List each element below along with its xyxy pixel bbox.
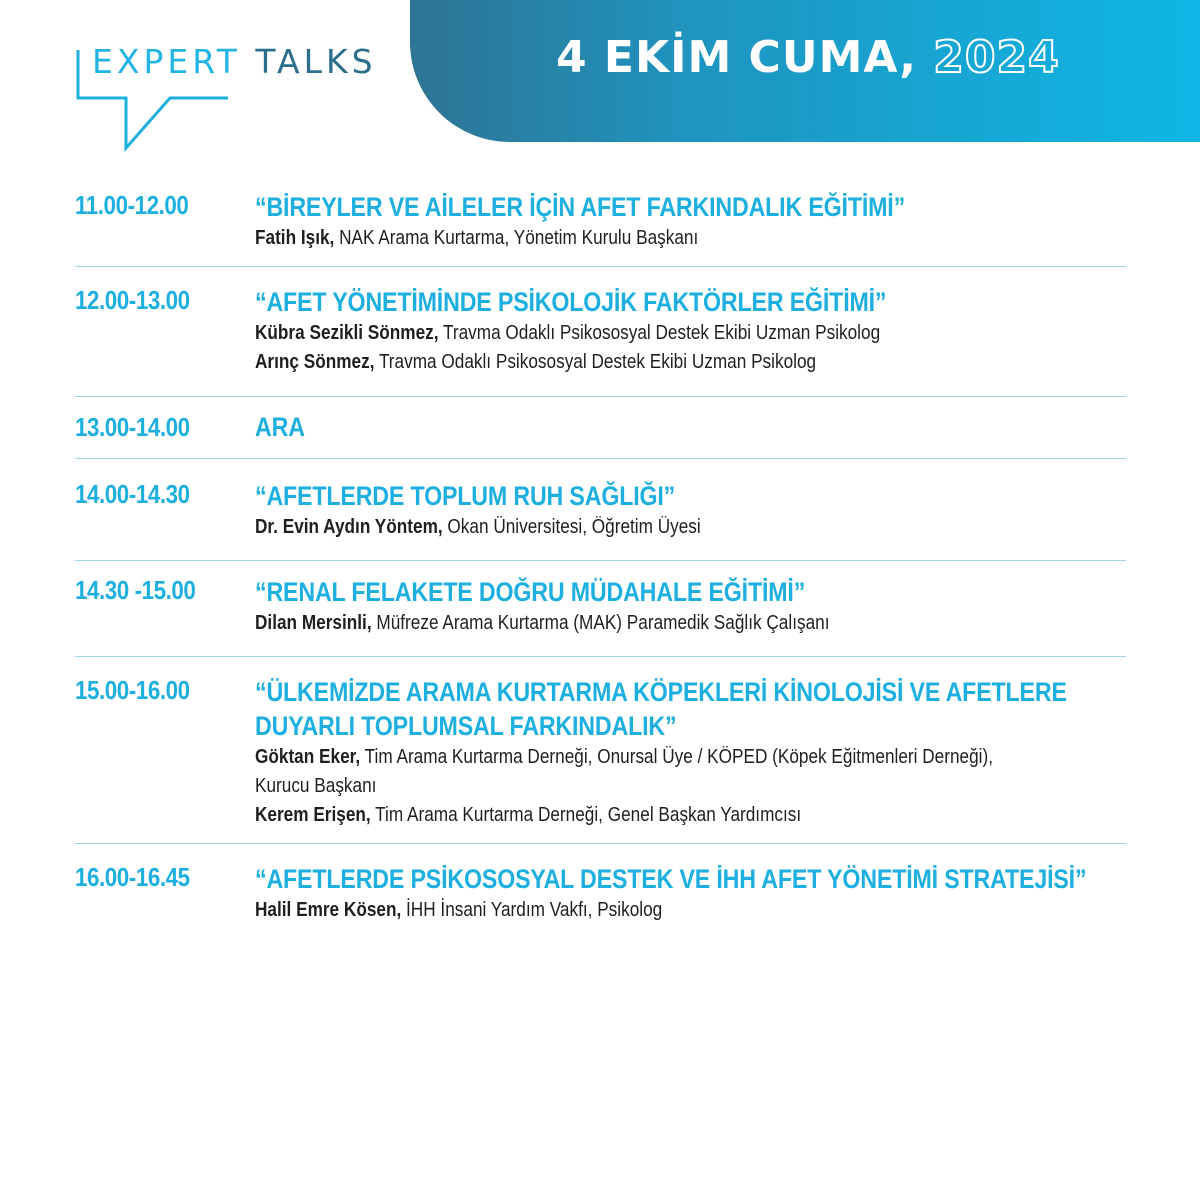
session-time: 14.00-14.30 (75, 479, 190, 509)
schedule-row (75, 397, 1126, 459)
schedule-row (75, 561, 1126, 657)
logo-word-talks: TALKS (255, 42, 377, 81)
session-title: “RENAL FELAKETE DOĞRU MÜDAHALE EĞİTİMİ” (255, 577, 806, 607)
schedule-row (75, 174, 1126, 267)
speaker-name: Fatih Işık, (255, 227, 335, 249)
session-time: 15.00-16.00 (75, 675, 190, 705)
session-content (255, 285, 1135, 377)
speaker-line (255, 609, 1012, 638)
speaker-role: Travma Odaklı Psikososyal Destek Ekibi Uzman Psikolog (438, 322, 881, 344)
session-content (255, 862, 1135, 925)
session-title: “AFET YÖNETİMİNDE PSİKOLOJİK FAKTÖRLER EĞİTİMİ” (255, 287, 887, 317)
speaker-line (255, 319, 1012, 348)
session-time: 16.00-16.45 (75, 862, 190, 892)
session-title: “AFETLERDE TOPLUM RUH SAĞLIĞI” (255, 481, 676, 511)
speaker-role: Müfreze Arama Kurtarma (MAK) Paramedik Sağlık Çalışanı (371, 612, 830, 634)
speaker-role: Okan Üniversitesi, Öğretim Üyesi (442, 516, 701, 538)
session-title: ARA (255, 412, 305, 442)
session-content (255, 410, 1135, 444)
schedule-row (75, 267, 1126, 397)
speaker-role: İHH İnsani Yardım Vakfı, Psikolog (401, 899, 663, 921)
session-time: 14.30 -15.00 (75, 575, 196, 605)
date-banner (410, 0, 1200, 142)
speaker-name: Dilan Mersinli, (255, 612, 372, 634)
speaker-name: Göktan Eker, (255, 746, 361, 768)
speaker-name: Kerem Erişen, (255, 804, 371, 826)
speaker-name: Arınç Sönmez, (255, 351, 375, 373)
session-content (255, 575, 1135, 638)
session-content (255, 479, 1135, 542)
session-title: “BİREYLER VE AİLELER İÇİN AFET FARKINDALIK EĞİTİMİ” (255, 192, 906, 222)
session-time: 12.00-13.00 (75, 285, 190, 315)
session-content (255, 190, 1135, 253)
speaker-role: Kurucu Başkanı (255, 775, 377, 797)
speaker-role: Travma Odaklı Psikososyal Destek Ekibi Uzman Psikolog (374, 351, 817, 373)
speaker-role: Tim Arama Kurtarma Derneği, Onursal Üye / KÖPED (Köpek Eğitmenleri Derneği), (360, 746, 993, 768)
schedule-list (75, 174, 1126, 944)
speaker-line (255, 224, 1012, 253)
event-date (556, 32, 1060, 83)
logo-text (92, 38, 377, 86)
session-title-line-2: DUYARLI TOPLUMSAL FARKINDALIK” (255, 711, 677, 741)
session-time: 11.00-12.00 (75, 190, 189, 220)
session-content (255, 675, 1135, 830)
speaker-line (255, 743, 1012, 772)
speaker-role: NAK Arama Kurtarma, Yönetim Kurulu Başkanı (334, 227, 699, 249)
logo-word-expert: EXPERT (92, 42, 241, 81)
session-title: “AFETLERDE PSİKOSOSYAL DESTEK VE İHH AFET YÖNETİMİ STRATEJİSİ” (255, 864, 1087, 894)
speaker-name: Kübra Sezikli Sönmez, (255, 322, 439, 344)
speaker-name: Dr. Evin Aydın Yöntem, (255, 516, 443, 538)
speaker-line (255, 513, 1012, 542)
speaker-name: Halil Emre Kösen, (255, 899, 402, 921)
schedule-row (75, 459, 1126, 561)
expert-talks-logo (70, 38, 377, 154)
session-title: “ÜLKEMİZDE ARAMA KURTARMA KÖPEKLERİ KİNOLOJİSİ VE AFETLERE (255, 677, 1067, 707)
event-date-day: 4 EKİM CUMA, (556, 32, 917, 83)
speaker-line (255, 348, 1012, 377)
session-time: 13.00-14.00 (75, 412, 190, 442)
speaker-line (255, 801, 1012, 830)
event-date-year: 2024 (933, 32, 1060, 83)
speaker-line (255, 772, 1012, 801)
schedule-row (75, 844, 1126, 944)
schedule-row (75, 657, 1126, 844)
speaker-line (255, 896, 1012, 925)
speaker-role: Tim Arama Kurtarma Derneği, Genel Başkan Yardımcısı (370, 804, 802, 826)
